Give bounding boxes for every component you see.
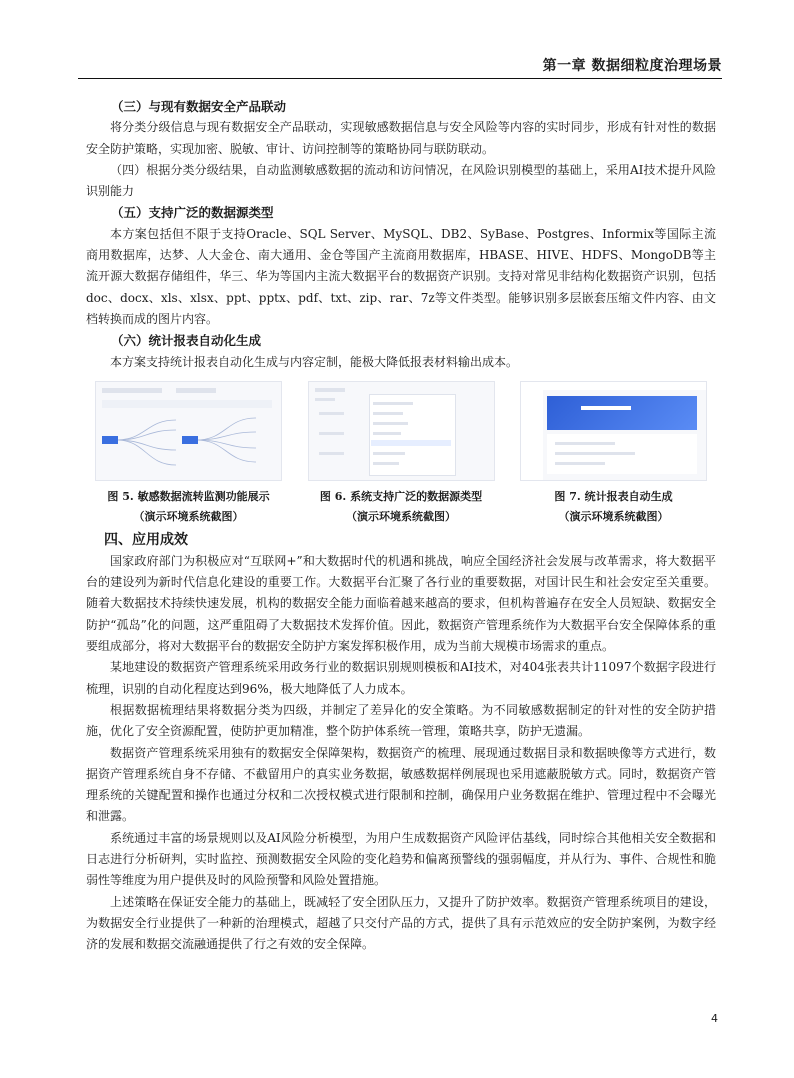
report-screenshot: [520, 381, 707, 481]
paragraph-data-sources: 本方案包括但不限于支持Oracle、SQL Server、MySQL、DB2、SyBase、Postgres、Informix等国际主流商用数据库，达梦、人大金仓、南大通用、金仓等国产主流商用数据库，HBASE、HIVE、HDFS、MongoDB等主流开源大数据存储组件，华三、华为等国内主流大数据平台的数据资产识别。支持对常见非结构化数据资产识别，包括doc、docx、xls、xlsx、ppt、pptx、pdf、txt、zip、rar、7z等文件类型。能够识别多层嵌套压缩文件内容、由文档转换而成的图片内容。: [86, 226, 716, 326]
paragraph-outcome-1: 国家政府部门为积极应对“互联网+”和大数据时代的机遇和挑战，响应全国经济社会发展与改革需求，将大数据平台的建设列为新时代信息化建设的重要工作。大数据平台汇聚了各行业的重要数据，对国计民生和社会安定至关重要。随着大数据技术持续快速发展，机构的数据安全能力面临着越来越高的要求，但机构普遍存在安全人员短缺、数据安全防护“孤岛”化的问题，这严重阻碍了大数据技术发挥价值。因此，数据资产管理系统作为大数据平台安全保障体系的重要组成部分，将对大数据平台的数据安全防护方案发挥积极作用，成为当前大规模市场需求的重点。: [86, 553, 716, 654]
section-title-outcomes: 四、应用成效: [104, 531, 188, 548]
figure-6: [299, 381, 504, 527]
figure-7-caption: 图 7. 统计报表自动生成: [554, 489, 673, 503]
heading-product-linkage: （三）与现有数据安全产品联动: [111, 99, 287, 114]
paragraph-product-linkage: 将分类分级信息与现有数据安全产品联动，实现敏感数据信息与安全风险等内容的实时同步，形成有针对性的数据安全防护策略，实现加密、脱敏、审计、访问控制等的策略协同与联防联动。: [86, 120, 716, 156]
paragraph-ai-monitoring: （四）根据分类分级结果，自动监测敏感数据的流动和访问情况，在风险识别模型的基础上，采用AI技术提升风险识别能力: [86, 162, 716, 199]
figure-6-subcaption: （演示环境系统截图）: [346, 509, 456, 523]
figure-5-caption: 图 5. 敏感数据流转监测功能展示: [107, 489, 270, 503]
paragraph-outcome-5: 系统通过丰富的场景规则以及AI风险分析模型，为用户生成数据资产风险评估基线，同时综合其他相关安全数据和日志进行分析研判，实时监控、预测数据安全风险的变化趋势和偏离预警线的强弱幅度，并从行为、事件、合规性和脆弱性等维度为用户提供及时的风险预警和风险处置措施。: [86, 830, 716, 888]
data-source-screenshot: [308, 381, 495, 481]
figure-7: [511, 381, 716, 527]
chapter-title: 第一章 数据细粒度治理场景: [542, 58, 722, 74]
heading-report-generation: （六）统计报表自动化生成: [111, 333, 262, 349]
heading-data-sources: （五）支持广泛的数据源类型: [111, 205, 274, 221]
page-number: 4: [711, 1012, 718, 1025]
page-content: [86, 96, 716, 956]
paragraph-outcome-6: 上述策略在保证安全能力的基础上，既减轻了安全团队压力，又提升了防护效率。数据资产管理系统项目的建设，为数据安全行业提供了一种新的治理模式，超越了只交付产品的方式，提供了具有示范效应的安全防护案例，为数字经济的发展和数据交流融通提供了行之有效的安全保障。: [86, 894, 716, 952]
figure-6-caption: 图 6. 系统支持广泛的数据源类型: [319, 489, 483, 503]
header-rule: [78, 78, 722, 79]
paragraph-report-generation: 本方案支持统计报表自动化生成与内容定制，能极大降低报表材料输出成本。: [110, 354, 519, 369]
paragraph-outcome-3: 根据数据梳理结果将数据分类为四级，并制定了差异化的安全策略。为不同敏感数据制定的针对性的安全防护措施，优化了安全资源配置，使防护更加精准，整个防护体系统一管理，策略共享，防护无遗漏。: [86, 702, 716, 739]
paragraph-outcome-4: 数据资产管理系统采用独有的数据安全保障架构，数据资产的梳理、展现通过数据目录和数据映像等方式进行，数据资产管理系统自身不存储、不截留用户的真实业务数据，敏感数据样例展现也采用遮蔽脱敏方式。同时，数据资产管理系统的关键配置和操作也通过分权和二次授权模式进行限制和控制，确保用户业务数据在维护、管理过程中不会曝光和泄露。: [86, 745, 716, 824]
flow-diagram-icon: [96, 410, 281, 480]
paragraph-outcome-2: 某地建设的数据资产管理系统采用政务行业的数据识别规则模板和AI技术，对404张表共计11097个数据字段进行梳理，识别的自动化程度达到96%，极大地降低了人力成本。: [86, 660, 716, 696]
figure-5: [86, 381, 291, 527]
flow-monitor-screenshot: [95, 381, 282, 481]
figure-5-subcaption: （演示环境系统截图）: [133, 509, 244, 523]
figure-7-subcaption: （演示环境系统截图）: [558, 509, 669, 523]
figure-row: [86, 381, 716, 527]
